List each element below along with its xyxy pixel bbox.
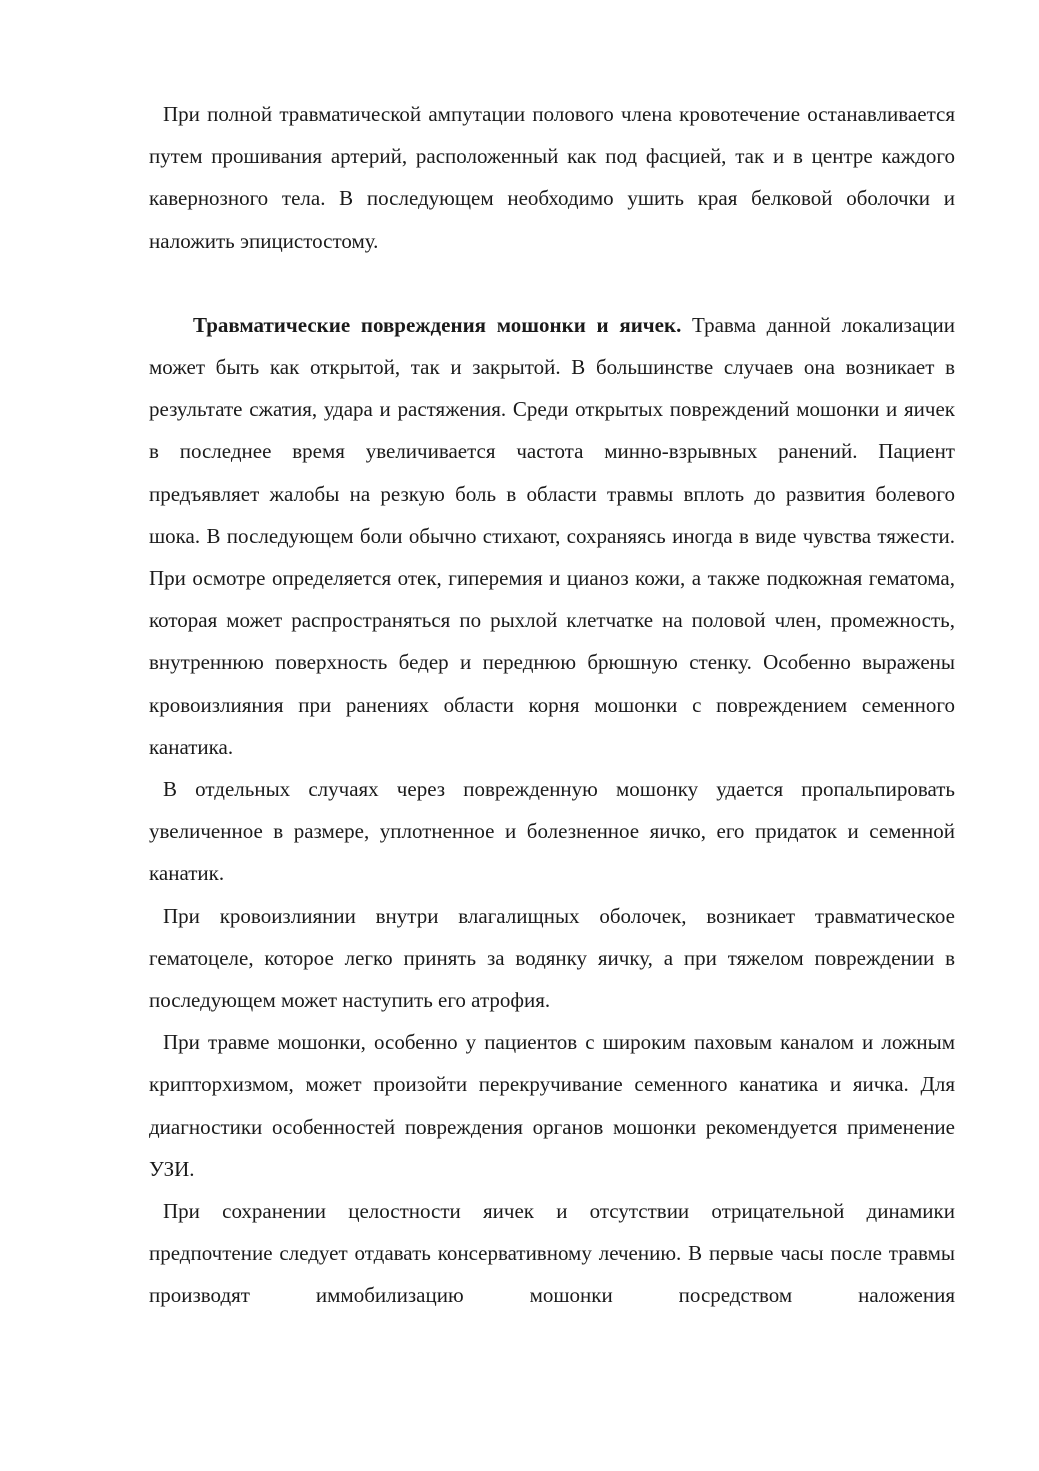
section-heading: Травматические повреждения мошонки и яичек. xyxy=(193,312,682,337)
paragraph-gap xyxy=(149,262,955,304)
paragraph-amputation: При полной травматической ампутации полового члена кровотечение останавливается путем прошивания артерий, расположенный как под фасцией, так и в центре каждого кавернозного тела. В последующем необходимо ушить края белковой оболочки и наложить эпицистостому. xyxy=(149,102,955,253)
paragraph-hematocele: При кровоизлиянии внутри влагалищных оболочек, возникает травматическое гематоцеле, которое легко принять за водянку яичку, а при тяжелом повреждении в последующем может наступить его атрофия. xyxy=(149,903,955,1013)
paragraph-scrotum-injuries xyxy=(149,304,955,768)
paragraph-torsion: При травме мошонки, особенно у пациентов с широким паховым каналом и ложным крипторхизмом, может произойти перекручивание семенного канатика и яичка. Для диагностики особенностей повреждения органов мошонки рекомендуется применение УЗИ. xyxy=(149,1030,955,1181)
paragraph-treatment: При сохранении целостности яичек и отсутствии отрицательной динамики предпочтение следует отдавать консервативному лечению. В первые часы после травмы производят иммобилизацию мошонки посредством наложения xyxy=(149,1199,955,1308)
document-page xyxy=(149,93,955,1317)
paragraph-scrotum-body: Травма данной локализации может быть как открытой, так и закрытой. В большинстве случаев она возникает в результате сжатия, удара и растяжения. Среди открытых повреждений мошонки и яичек в последнее время увеличивается частота минно-взрывных ранений. Пациент предъявляет жалобы на резкую боль в области травмы вплоть до развития болевого шока. В последующем боли обычно стихают, сохраняясь иногда в виде чувства тяжести. При осмотре определяется отек, гиперемия и цианоз кожи, а также подкожная гематома, которая может распространяться по рыхлой клетчатке на половой член, промежность, внутреннюю поверхность бедер и переднюю брюшную стенку. Особенно выражены кровоизлияния при ранениях области корня мошонки с повреждением семенного канатика. xyxy=(149,312,955,759)
paragraph-palpation: В отдельных случаях через поврежденную мошонку удается пропальпировать увеличенное в размере, уплотненное и болезненное яичко, его придаток и семенной канатик. xyxy=(149,777,955,886)
